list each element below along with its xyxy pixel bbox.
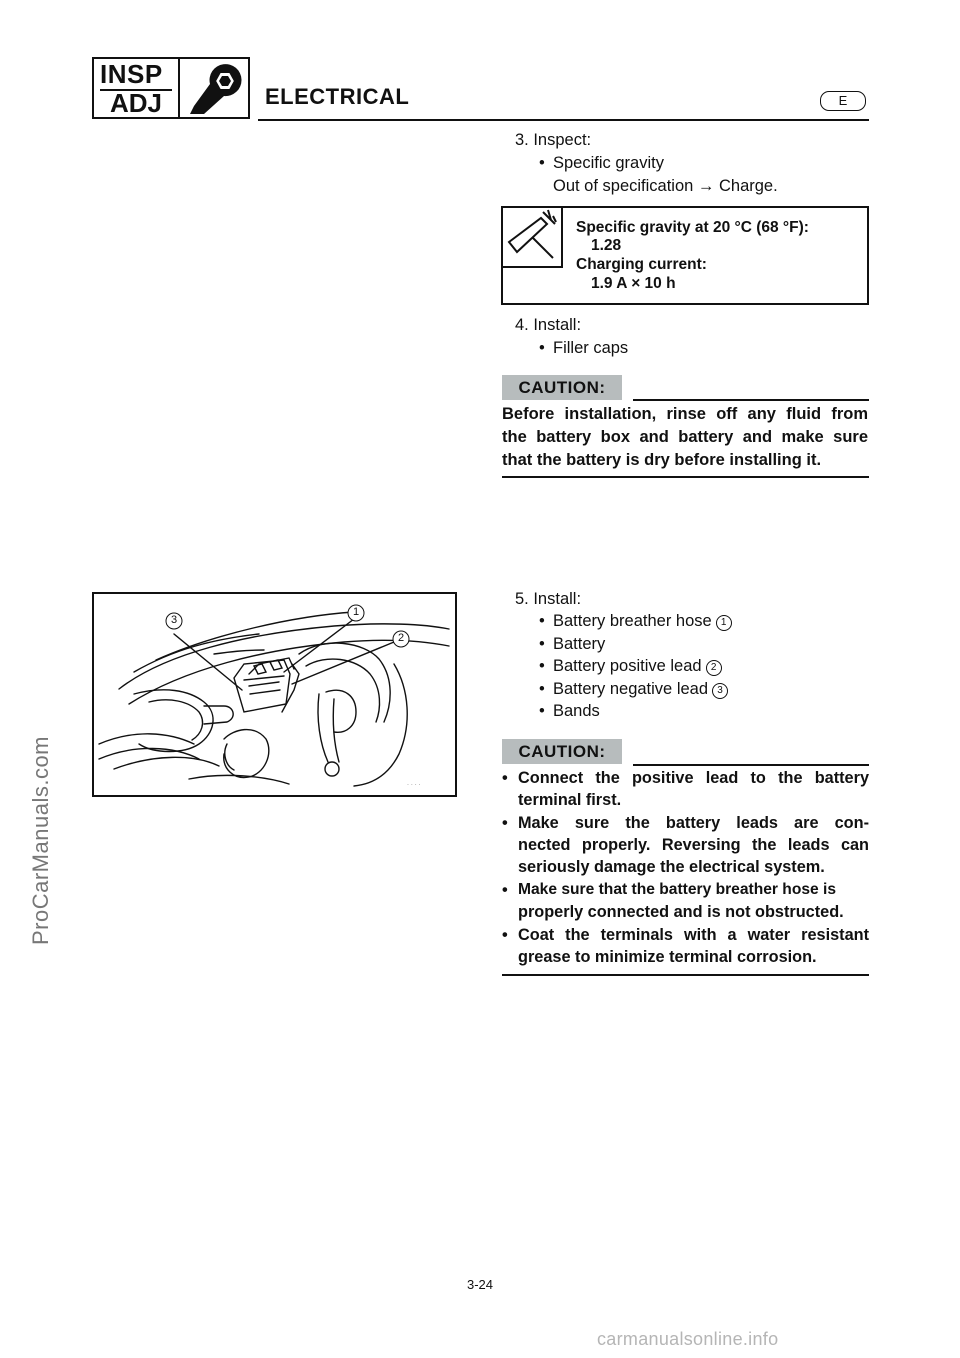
spec-line1: Specific gravity at 20 °C (68 °F): [576,219,809,236]
badge-line-insp: INSP [100,59,163,89]
caution-item-line: nected properly. Reversing the leads can [518,836,869,854]
caution-item-line: Connect the positive lead to the battery [518,769,869,787]
step4-heading: 4. Install: [515,316,582,334]
step5-heading: 5. Install: [515,590,582,608]
step5-item [553,678,728,701]
step5-item-text: Battery negative lead [553,680,709,698]
caution-item-line: Coat the terminals with a water resistant [518,926,869,944]
specification-box [501,206,869,305]
caution-bullet: • [502,881,508,899]
step5-item [553,655,722,678]
caution-label: CAUTION: [502,739,622,764]
caution-bullet: • [502,814,508,832]
caution-bullet: • [502,926,508,944]
section-badge [92,57,250,119]
caution-item-line: grease to minimize terminal corrosion. [518,948,817,966]
badge-text-block [94,59,180,117]
step3-heading: 3. Inspect: [515,131,592,149]
step3-bullet: • Specific gravity [553,152,664,175]
callout-1: 1 [352,606,360,618]
caution-bottom-rule [502,476,869,478]
caution-item-line: Make sure that the battery breather hose is [518,881,837,898]
spec-line4: 1.9 A × 10 h [591,275,676,292]
side-watermark: ProCarManuals.com [28,735,53,945]
callout-2: 2 [397,632,405,644]
step3-note: Out of specification → Charge. [553,177,778,195]
step5-item-text: Battery breather hose [553,612,712,630]
caution-top-rule [633,764,869,766]
caliper-icon [503,208,563,268]
step4-bullet: • Filler caps [553,337,628,360]
caution-line: that the battery is dry before installing it. [502,451,822,469]
badge-line-adj: ADJ [110,88,163,118]
ref-number: 1 [716,615,732,631]
caution-top-rule [633,399,869,401]
spec-line3: Charging current: [576,256,707,273]
callout-3: 3 [170,614,178,626]
caution-line: Before installation, rinse off any fluid from [502,405,868,423]
caution-item-line: Make sure the battery leads are con- [518,814,869,832]
caution-bullet: • [502,769,508,787]
step5-item [553,633,605,656]
caution-item-line: properly connected and is not obstructed. [518,903,844,921]
caution-item-line: terminal first. [518,791,622,809]
step5-item-text: Battery positive lead [553,657,702,675]
caution-label: CAUTION: [502,375,622,400]
battery-illustration [92,592,457,797]
caution-list [502,767,869,967]
caution-text [502,403,868,472]
caution-item-line: seriously damage the electrical system. [518,858,825,876]
step5-item-text: Bands [553,702,600,720]
battery-drawing [94,594,455,795]
footer-watermark: carmanualsonline.info [597,1329,779,1349]
page-number: 3-24 [466,1277,494,1292]
caution-line: the battery box and battery and make sure [502,428,868,446]
header-rule [258,119,869,121]
wrench-nut-icon [184,62,244,114]
step5-item [553,610,732,633]
caution-bottom-rule [502,974,869,976]
language-badge: E [820,91,866,111]
step5-item-text: Battery [553,635,606,653]
step5-item [553,700,600,723]
spec-line2: 1.28 [591,237,622,254]
ref-number: 3 [712,683,728,699]
section-title: ELECTRICAL [265,84,410,109]
figure-code: . . . . [407,780,421,787]
ref-number: 2 [706,660,722,676]
